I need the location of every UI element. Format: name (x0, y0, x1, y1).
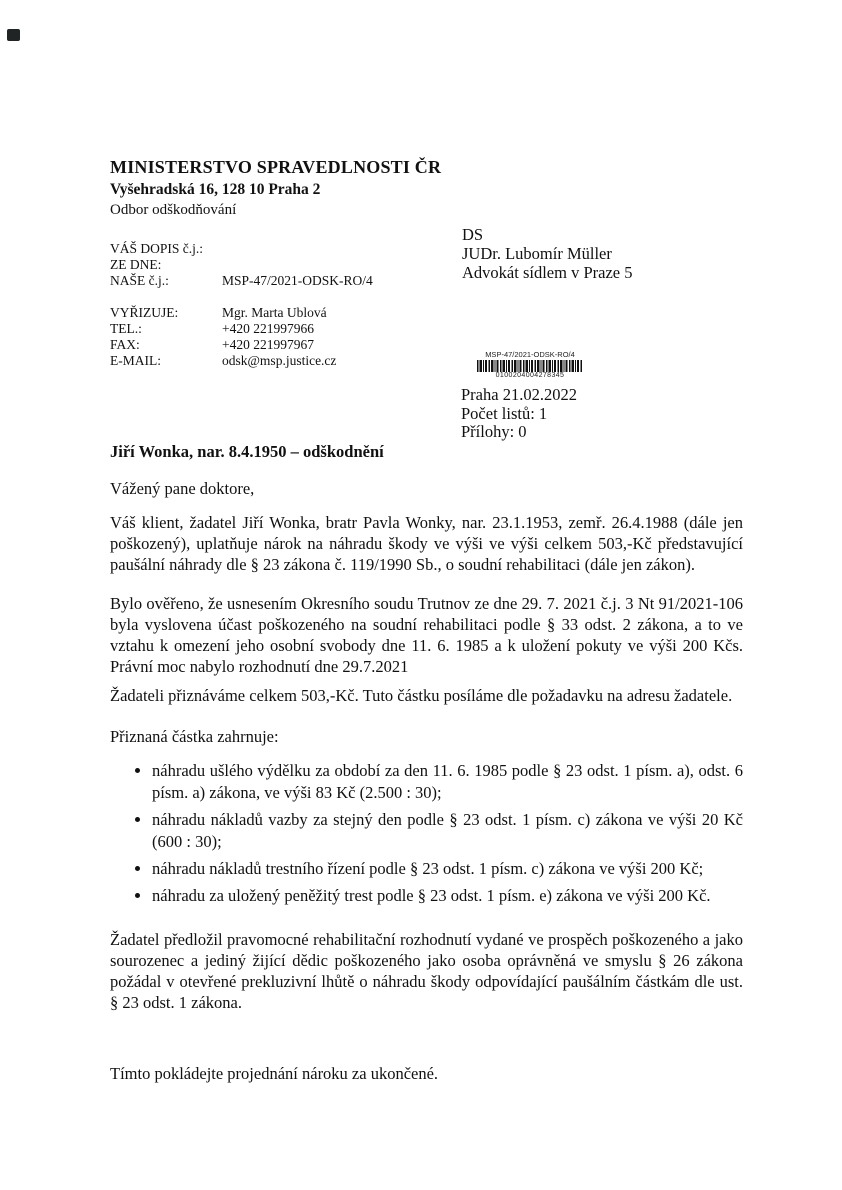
email-value: odsk@msp.justice.cz (222, 353, 337, 368)
contact-row-email (110, 353, 336, 369)
org-name: MINISTERSTVO SPRAVEDLNOSTI ČR (110, 157, 442, 177)
recipient-name: JUDr. Lubomír Müller (462, 244, 612, 263)
subject-line: Jiří Wonka, nar. 8.4.1950 – odškodnění (110, 442, 384, 461)
recipient-ds: DS (462, 225, 484, 244)
compensation-list (110, 760, 743, 912)
contact-row-tel (110, 321, 336, 337)
paragraph-verification: Bylo ověřeno, že usnesením Okresního soudu Trutnov ze dne 29. 7. 2021 č.j. 3 Nt 91/2021-106 byla vyslovena účast poškozeného na soudní rehabilitaci podle § 33 odst. 2 zákona, a to ve vztahu k omezení jeho osobní svobody dne 11. 6. 1985 a k uložení pokuty ve výši 200 Kčs. Právní moc nabylo rozhodnutí dne 29.7.2021 (110, 594, 743, 676)
tel-label: TEL.: (110, 321, 142, 336)
list-item-fine: • náhradu za uložený peněžitý trest podle § 23 odst. 1 písm. e) zákona ve výši 200 Kč. (152, 885, 743, 907)
date-block (461, 386, 577, 442)
salutation: Vážený pane doktore, (110, 479, 255, 498)
handler-label: VYŘIZUJE: (110, 305, 179, 320)
list-item-lost-earnings: • náhradu ušlého výdělku za období za den 11. 6. 1985 podle § 23 odst. 1 písm. a), odst. 6 písm. a) zákona, ve výši 83 Kč (2.500 : 30); (152, 760, 743, 804)
contact-row-fax (110, 337, 336, 353)
closing-line: Tímto pokládejte projednání nároku za ukončené. (110, 1064, 439, 1083)
dated-label: ZE DNE: (110, 257, 162, 272)
reference-block (110, 241, 373, 289)
recipient-block (462, 225, 632, 282)
list-intro: Přiznaná částka zahrnuje: (110, 727, 279, 746)
reference-row-dated (110, 257, 373, 273)
scan-artifact-mark (7, 29, 20, 41)
fax-value: +420 221997967 (222, 337, 314, 352)
barcode-label: MSP-47/2021-ODSK-RO/4 (485, 350, 575, 359)
handler-value: Mgr. Marta Ublová (222, 305, 327, 320)
contact-block (110, 305, 336, 369)
email-label: E-MAIL: (110, 353, 161, 368)
our-ref-value: MSP-47/2021-ODSK-RO/4 (222, 273, 373, 288)
org-department: Odbor odškodňování (110, 202, 237, 218)
list-item-trial-costs: • náhradu nákladů trestního řízení podle § 23 odst. 1 písm. c) zákona ve výši 200 Kč; (152, 858, 743, 880)
fax-label: FAX: (110, 337, 140, 352)
reference-row-our-ref (110, 273, 373, 289)
tel-value: +420 221997966 (222, 321, 314, 336)
paragraph-award: Žadateli přiznáváme celkem 503,-Kč. Tuto částku posíláme dle požadavku na adresu žadatele. (110, 686, 733, 705)
paragraph-heir: Žadatel předložil pravomocné rehabilitační rozhodnutí vydané ve prospěch poškozeného a jako sourozenec a jediný žijící dědic poškozeného jako osoba oprávněná ve smyslu § 26 zákona požádal v otevřené prekluzivní lhůtě o náhradu škody odpovídající paušálním částkám dle ust. § 23 odst. 1 zákona. (110, 930, 743, 1012)
place-date: Praha 21.02.2022 (461, 385, 577, 404)
our-ref-label: NAŠE č.j.: (110, 273, 169, 288)
paragraph-claim: Váš klient, žadatel Jiří Wonka, bratr Pavla Wonky, nar. 23.1.1953, zemř. 26.4.1988 (dále jen poškozený), uplatňuje nárok na náhradu škody ve výši ve výši celkem 503,-Kč představující paušální náhrady dle § 23 zákona č. 119/1990 Sb., o soudní rehabilitaci (dále jen zákon). (110, 513, 743, 574)
your-ref-label: VÁŠ DOPIS č.j.: (110, 241, 204, 256)
recipient-address: Advokát sídlem v Praze 5 (462, 263, 633, 282)
reference-row-your-ref (110, 241, 373, 257)
barcode (474, 351, 586, 380)
attachment-count: Přílohy: 0 (461, 422, 527, 441)
org-address: Vyšehradská 16, 128 10 Praha 2 (110, 181, 321, 198)
sheet-count: Počet listů: 1 (461, 403, 548, 423)
list-item-custody-costs: • náhradu nákladů vazby za stejný den podle § 23 odst. 1 písm. c) zákona ve výši 20 Kč (600 : 30); (152, 809, 743, 853)
barcode-bars-icon (477, 360, 583, 372)
contact-row-handler (110, 305, 336, 321)
barcode-number: 0100204004278345 (495, 372, 565, 379)
